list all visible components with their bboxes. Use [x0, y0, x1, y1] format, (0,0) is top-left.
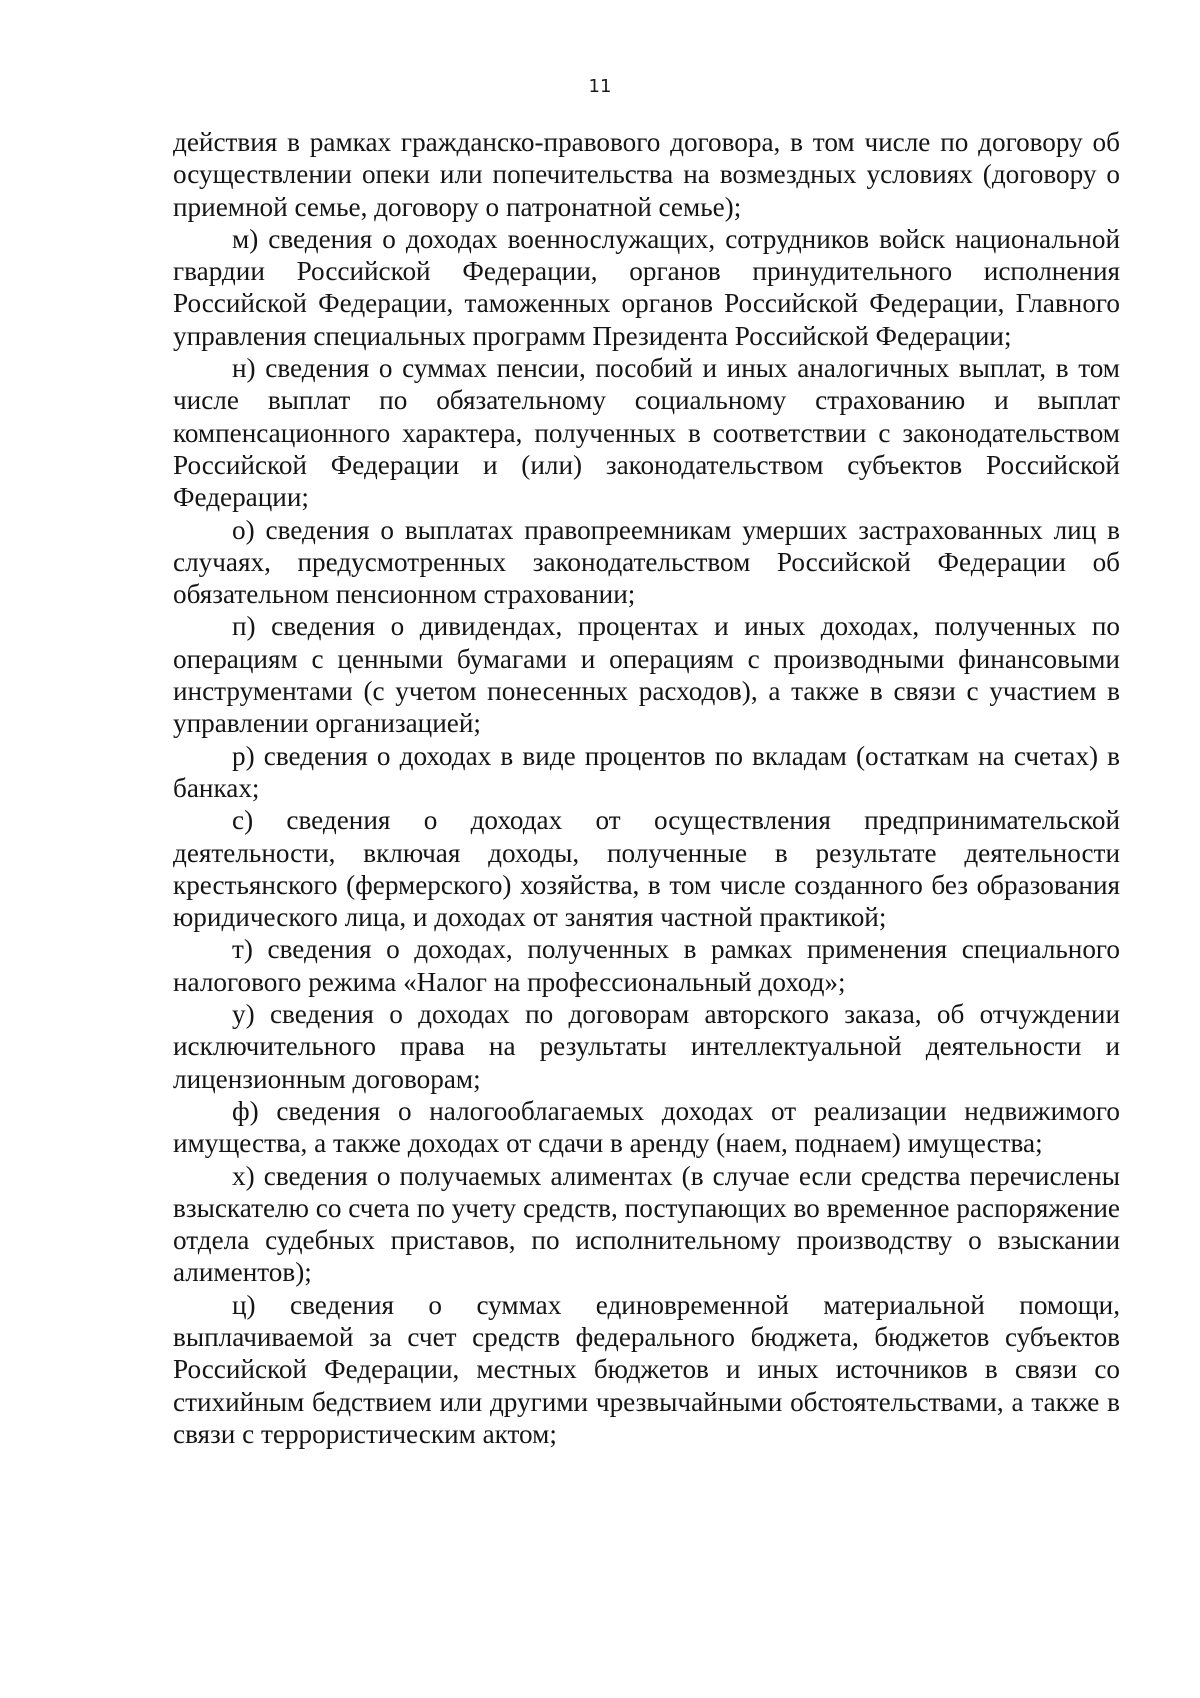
paragraph-item-r: р) сведения о доходах в виде процентов по вкладам (остаткам на счетах) в банках;	[173, 740, 1120, 803]
paragraph-item-o: о) сведения о выплатах правопреемникам умерших застрахованных лиц в случаях, предусмотренных законодательством Российской Федерации об обязательном пенсионном страховании;	[173, 514, 1120, 610]
document-body	[173, 126, 1120, 1450]
paragraph-continuation: действия в рамках гражданско-правового договора, в том числе по договору об осуществлении опеки или попечительства на возмездных условиях (договору о приемной семье, договору о патронатной семье);	[173, 127, 1120, 222]
paragraph-item-p: п) сведения о дивидендах, процентах и иных доходах, полученных по операциям с ценными бумагами и операциям с производными финансовыми инструментами (с учетом понесенных расходов), а также в связи с участием в управлении организацией;	[173, 611, 1120, 739]
paragraph-item-t: т) сведения о доходах, полученных в рамках применения специального налогового режима «Налог на профессиональный доход»;	[173, 934, 1120, 997]
paragraph-item-n: н) сведения о суммах пенсии, пособий и иных аналогичных выплат, в том числе выплат по обязательному социальному страхованию и выплат компенсационного характера, полученных в соответствии с законодательством Российской Федерации и (или) законодательством субъектов Российской Федерации;	[173, 353, 1120, 513]
page-number: 11	[588, 76, 612, 97]
paragraph-item-s: с) сведения о доходах от осуществления предпринимательской деятельности, включая доходы, полученные в результате деятельности крестьянского (фермерского) хозяйства, в том числе созданного без образования юридического лица, и доходах от занятия частной практикой;	[173, 805, 1120, 933]
paragraph-item-kh: х) сведения о получаемых алиментах (в случае если средства перечислены взыскателю со счета по учету средств, поступающих во временное распоряжение отдела судебных приставов, по исполнительному производству о взыскании алиментов);	[173, 1160, 1120, 1288]
paragraph-item-u: у) сведения о доходах по договорам авторского заказа, об отчуждении исключительного права на результаты интеллектуальной деятельности и лицензионным договорам;	[173, 999, 1120, 1094]
paragraph-item-m: м) сведения о доходах военнослужащих, сотрудников войск национальной гвардии Российской Федерации, органов принудительного исполнения Российской Федерации, таможенных органов Российской Федерации, Главного управления специальных программ Президента Российской Федерации;	[173, 223, 1120, 351]
paragraph-item-f: ф) сведения о налогооблагаемых доходах от реализации недвижимого имущества, а также доходах от сдачи в аренду (наем, поднаем) имущества;	[173, 1095, 1120, 1159]
paragraph-item-ts: ц) сведения о суммах единовременной материальной помощи, выплачиваемой за счет средств федерального бюджета, бюджетов субъектов Российской Федерации, местных бюджетов и иных источников в связи со стихийным бедствием или другими чрезвычайными обстоятельствами, а также в связи с террористическим актом;	[173, 1289, 1120, 1449]
